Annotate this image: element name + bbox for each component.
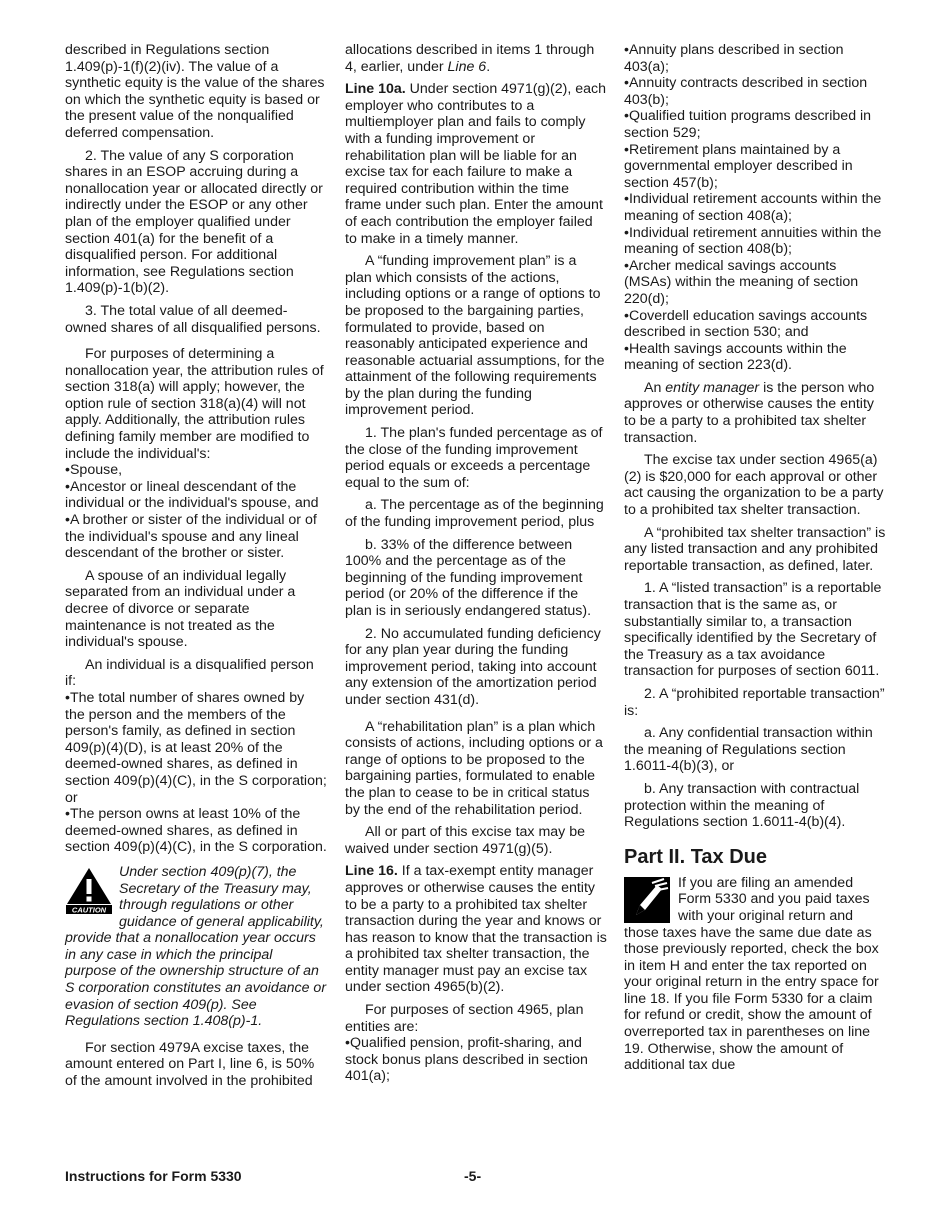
column-2	[345, 42, 607, 1091]
paragraph: b. 33% of the difference between 100% and the percentage as of the beginning of the funding improvement period (or 20% of the difference if the plan is in seriously endangered status).	[345, 536, 592, 619]
line-10a-heading: Line 10a.	[345, 81, 406, 98]
paragraph: 3. The total value of all deemed-owned shares of all disqualified persons.	[65, 302, 321, 336]
paragraph: A “prohibited tax shelter transaction” is any listed transaction and any prohibited reportable transaction, as defined, later.	[624, 524, 886, 574]
paragraph: 1. The plan's funded percentage as of the close of the funding improvement period equals or exceeds a percentage equal to the sum of:	[345, 425, 603, 491]
list-item: •Spouse,	[65, 462, 123, 479]
list-item: •Archer medical savings accounts (MSAs) within the meaning of section 220(d);	[624, 257, 859, 307]
list-item: •A brother or sister of the individual or of the individual's spouse and any lineal descendant of the brother or sister.	[65, 512, 317, 562]
caution-text: Under section 409(p)(7), the Secretary of the Treasury may, through regulations or other guidance of general applicability, provide that a nonallocation year occurs in any case in which the principal purpose of the ownership structure of an S corporation constitutes an avoidance or evasion of section 409(p). See Regulations section 1.408(p)-1.	[65, 863, 327, 1030]
paragraph: All or part of this excise tax may be waived under section 4971(g)(5).	[345, 824, 585, 857]
list-item: •Coverdell education savings accounts described in section 530; and	[624, 307, 868, 341]
list-item: •Annuity contracts described in section 403(b);	[624, 75, 868, 108]
paragraph: b. Any transaction with contractual protection within the meaning of Regulations section 1.6011-4(b)(4).	[624, 780, 860, 831]
list-item: •Individual retirement accounts within the meaning of section 408(a);	[624, 191, 882, 224]
paragraph: For purposes of determining a nonallocation year, the attribution rules of section 318(a) will apply; however, the option rule of section 318(a)(4) will not apply. Additionally, the attribution rules defining family member are modified to include the individual's:	[65, 346, 324, 462]
bullet-list	[345, 1035, 607, 1085]
line-16-paragraph: Line 16. If a tax-exempt entity manager approves or otherwise causes the entity to be a party to a prohibited tax shelter transaction during the year and knows or has reason to know that the transaction is a prohibited tax shelter transaction, the entity manager must pay an excise tax under section 4965(b)(2).	[345, 863, 607, 996]
paragraph: The excise tax under section 4965(a)(2) is $20,000 for each approval or other act causing the organization to be a party to a prohibited tax shelter transaction.	[624, 452, 884, 519]
paragraph: An entity manager is the person who approves or otherwise causes the entity to be a party to a prohibited tax shelter transaction.	[624, 379, 875, 446]
column-1	[65, 42, 327, 1096]
pencil-note-icon	[624, 877, 670, 923]
paragraph: For section 4979A excise taxes, the amount entered on Part I, line 6, is 50% of the amount involved in the prohibited	[65, 1039, 315, 1090]
list-item: •Health savings accounts within the meaning of section 223(d).	[624, 340, 847, 374]
list-item: •Individual retirement annuities within the meaning of section 408(b);	[624, 224, 882, 258]
tip-note	[624, 875, 886, 1074]
section-heading: Part II. Tax Due	[624, 845, 768, 868]
caution-note	[65, 864, 327, 1030]
page-number: -5-	[464, 1168, 482, 1184]
column-3	[624, 42, 886, 1074]
paragraph: a. Any confidential transaction within the meaning of Regulations section 1.6011-4(b)(3), or	[624, 725, 873, 775]
paragraph: An individual is a disqualified person if:	[65, 656, 314, 690]
paragraph: A spouse of an individual legally separated from an individual under a decree of divorce or separate maintenance is not treated as the individual's spouse.	[65, 567, 296, 651]
line-10a-paragraph: Line 10a. Under section 4971(g)(2), each employer who contributes to a multiemployer plan and fails to comply with a funding improvement or rehabilitation plan will be liable for an excise tax for each failure to make a required contribution within the time frame under such plan. Enter the amount of each contribution the employer failed to make in a timely manner.	[345, 81, 607, 247]
paragraph: A “rehabilitation plan” is a plan which consists of actions, including options or a range of options to be proposed to the bargaining parties, formulated to enable the plan to cease to be in critical status by the end of the rehabilitation period.	[345, 718, 603, 818]
list-item: •Ancestor or lineal descendant of the individual or the individual's spouse, and	[65, 478, 319, 512]
line-16-heading: Line 16.	[345, 863, 398, 880]
list-item: •The person owns at least 10% of the deemed-owned shares, as defined in section 409(p)(4)(C), in the S corporation.	[65, 806, 327, 856]
list-item: •Qualified pension, profit-sharing, and stock bonus plans described in section 401(a);	[345, 1035, 588, 1085]
paragraph: 2. The value of any S corporation shares in an ESOP accruing during a nonallocation year or allocated directly or indirectly under the ESOP or any other plan of the employer qualified under section 401(a) for the benefit of a disqualified person. For additional information, see Regulations section 1.409(p)-1(b)(2).	[65, 147, 323, 297]
paragraph: A “funding improvement plan” is a plan which consists of the actions, including options or a range of options to be proposed to the bargaining parties, formulated to provide, based on reasonably anticipated experience and reasonable actuarial assumptions, for the attainment of the following requirements by the plan during the funding improvement period.	[345, 253, 605, 419]
paragraph: 1. A “listed transaction” is a reportable transaction that is the same as, or substantially similar to, a transaction specifically identified by the Secretary of the Treasury as a tax avoidance transaction for purposes of section 6011.	[624, 580, 882, 680]
paragraph: For purposes of section 4965, plan entities are:	[345, 1002, 584, 1035]
paragraph: 2. A “prohibited reportable transaction” is:	[624, 685, 885, 719]
paragraph: described in Regulations section 1.409(p)-1(f)(2)(iv). The value of a synthetic equity is the value of the shares on which the synthetic equity is based or the present value of the nonqualified deferred compensation.	[65, 42, 325, 141]
list-item: •The total number of shares owned by the person and the members of the person's family, as defined in section 409(p)(4)(D), is at least 20% of the deemed-owned shares, as defined in section 409(p)(4)(C), in the S corporation; or	[65, 689, 327, 806]
list-item: •Retirement plans maintained by a governmental employer described in section 457(b);	[624, 141, 853, 191]
footer-title: Instructions for Form 5330	[65, 1168, 242, 1184]
caution-label: CAUTION	[71, 905, 107, 914]
paragraph: allocations described in items 1 through 4, earlier, under Line 6.	[345, 42, 595, 75]
list-item: •Annuity plans described in section 403(a);	[624, 42, 844, 75]
list-item: •Qualified tuition programs described in section 529;	[624, 108, 872, 141]
bullet-list	[65, 690, 327, 856]
caution-icon	[65, 866, 113, 914]
bullet-list	[624, 42, 886, 374]
paragraph: a. The percentage as of the beginning of the funding improvement period, plus	[345, 497, 604, 531]
paragraph: 2. No accumulated funding deficiency for any plan year during the funding improvement period, taking into account any extension of the amortization period under section 431(d).	[345, 625, 601, 708]
bullet-list	[65, 462, 327, 562]
tip-text: If you are filing an amended Form 5330 and you paid taxes with your original return and those taxes have the same due date as those previously reported, check the box in item H and enter the tax reported on your original return in the entry space for line 18. If you file Form 5330 for a claim for refund or credit, show the amount of overreported tax in parentheses on line 19. Otherwise, show the amount of additional tax due	[624, 874, 879, 1074]
